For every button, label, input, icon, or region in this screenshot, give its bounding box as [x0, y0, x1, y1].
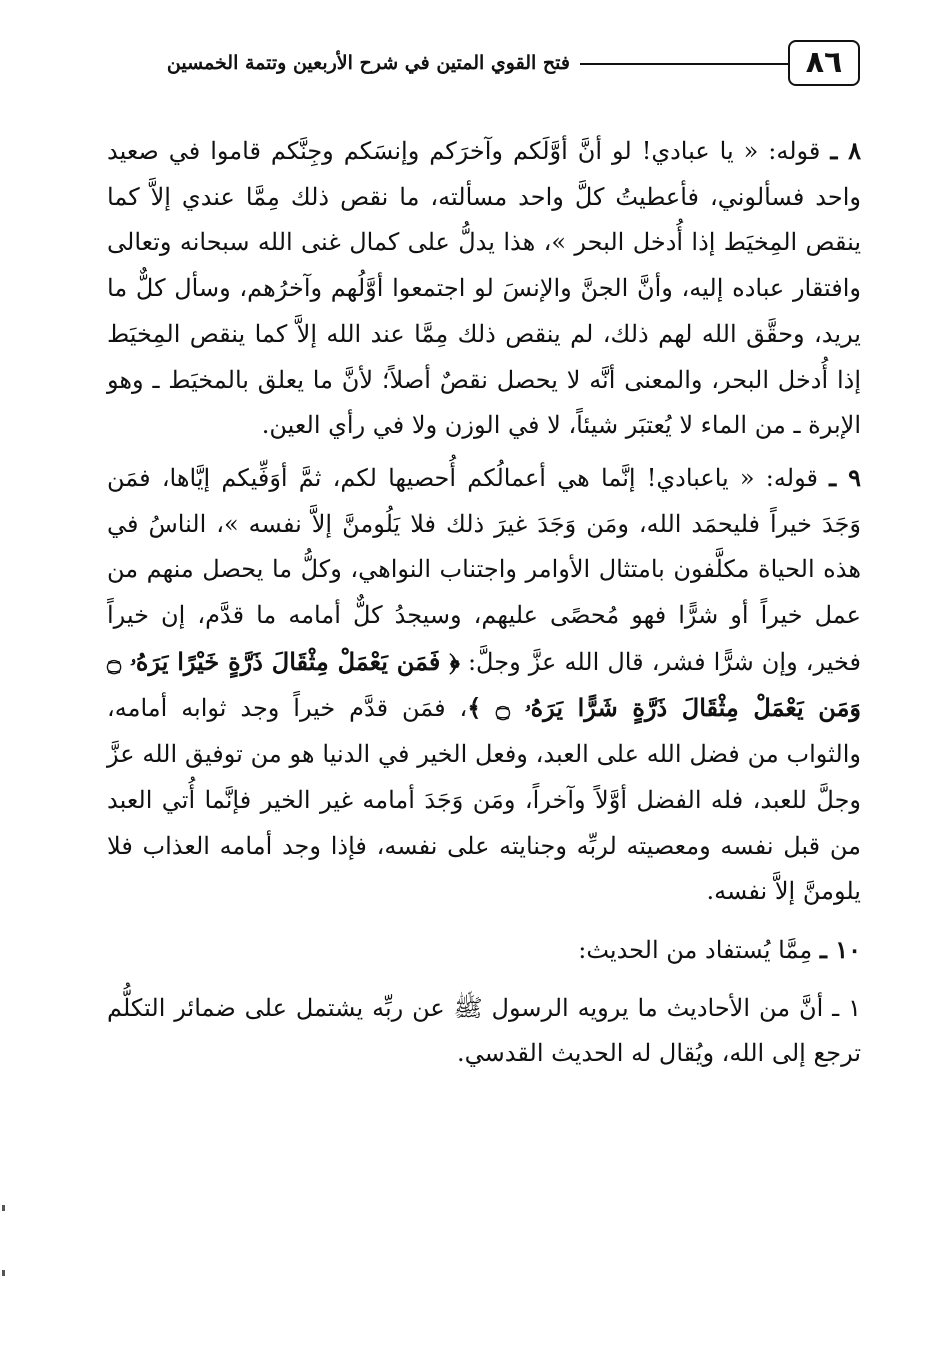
page-content: [107, 128, 861, 1077]
paragraph-text: قوله: « ياعبادي! إنَّما هي أعمالُكم أُحصيها لكم، ثمَّ أوَفِّيكم إيَّاها، فمَن وَجَدَ خيراً فليحمَد الله، ومَن وَجَدَ غيرَ ذلك فلا يَلُومنَّ إلاَّ نفسه »، الناسُ في هذه الحياة مكلَّفون بامتثال الأوامر واجتناب النواهي، وكلُّ ما يحصل منهم من عمل خيراً أو شرًّا فهو مُحصًى عليهم، وسيجدُ كلٌّ أمامه ما قدَّم، إن خيراً فخير، وإن شرًّا فشر، قال الله عزَّ وجلَّ:: [107, 463, 862, 676]
paragraph-number: ١٠ ـ: [819, 934, 861, 964]
page-number: ٨٦: [788, 40, 860, 86]
paragraph-9: [107, 455, 861, 915]
scan-mark: [2, 1205, 5, 1211]
paragraph-number: ٨ ـ: [830, 136, 861, 165]
book-title: فتح القوي المتين في شرح الأربعين وتتمة الخمسين: [166, 52, 570, 74]
paragraph-text: مِمَّا يُستفاد من الحديث:: [578, 935, 813, 964]
page-header: [108, 40, 860, 92]
scan-mark: [2, 1270, 5, 1276]
paragraph-number: ٩ ـ: [829, 462, 861, 492]
paragraph-text: قوله: « يا عبادي! لو أنَّ أوَّلَكم وآخرَكم وإنسَكم وجِنَّكم قاموا في صعيد واحد فسألوني، فأعطيتُ كلَّ واحد مسألته، ما نقص ذلك مِمَّا عندي إلاَّ كما ينقص المِخيَط إذا أُدخل البحر »، هذا يدلُّ على كمال غنى الله سبحانه وتعالى وافتقار عباده إليه، وأنَّ الجنَّ والإنسَ لو اجتمعوا أوَّلُهم وآخرُهم، وسأل كلٌّ ما يريد، وحقَّق الله لهم ذلك، لم ينقص ذلك مِمَّا عند الله إلاَّ كما ينقص المِخيَط إذا أُدخل البحر، والمعنى أنَّه لا يحصل نقصٌ أصلاً؛ لأنَّ ما يعلق بالمخيَط ـ وهو الإبرة ـ من الماء لا يُعتبَر شيئاً، لا في الوزن ولا في رأي العين.: [107, 137, 861, 440]
paragraph-8: [107, 128, 861, 449]
benefit-number: ١ ـ: [832, 993, 861, 1022]
quran-verse: ﴿ فَمَن يَعْمَلْ مِثْقَالَ ذَرَّةٍ خَيْرًا يَرَهُۥ ۝ وَمَن يَعْمَلْ مِثْقَالَ ذَرَّةٍ شَرًّا يَرَهُۥ ۝ ﴾: [107, 646, 862, 723]
paragraph-10: [107, 927, 861, 974]
paragraph-text-continued: ، فمَن قدَّم خيراً وجد ثوابه أمامه، والثواب من فضل الله على العبد، وفعل الخير في الدنيا هو من توفيق الله عزَّ وجلَّ للعبد، فله الفضل أوَّلاً وآخراً، ومَن وَجَدَ أمامه غير الخير فإنَّما أُتي العبد من قبل نفسه ومعصيته لربِّه وجنايته على نفسه، فإذا وجد أمامه العذاب فلا يلومنَّ إلاَّ نفسه.: [107, 694, 861, 906]
benefit-1: [107, 986, 861, 1077]
benefit-text: أنَّ من الأحاديث ما يرويه الرسول ﷺ عن ربِّه يشتمل على ضمائر التكلُّم ترجع إلى الله، ويُقال له الحديث القدسي.: [107, 993, 861, 1068]
header-rule: [580, 63, 788, 65]
